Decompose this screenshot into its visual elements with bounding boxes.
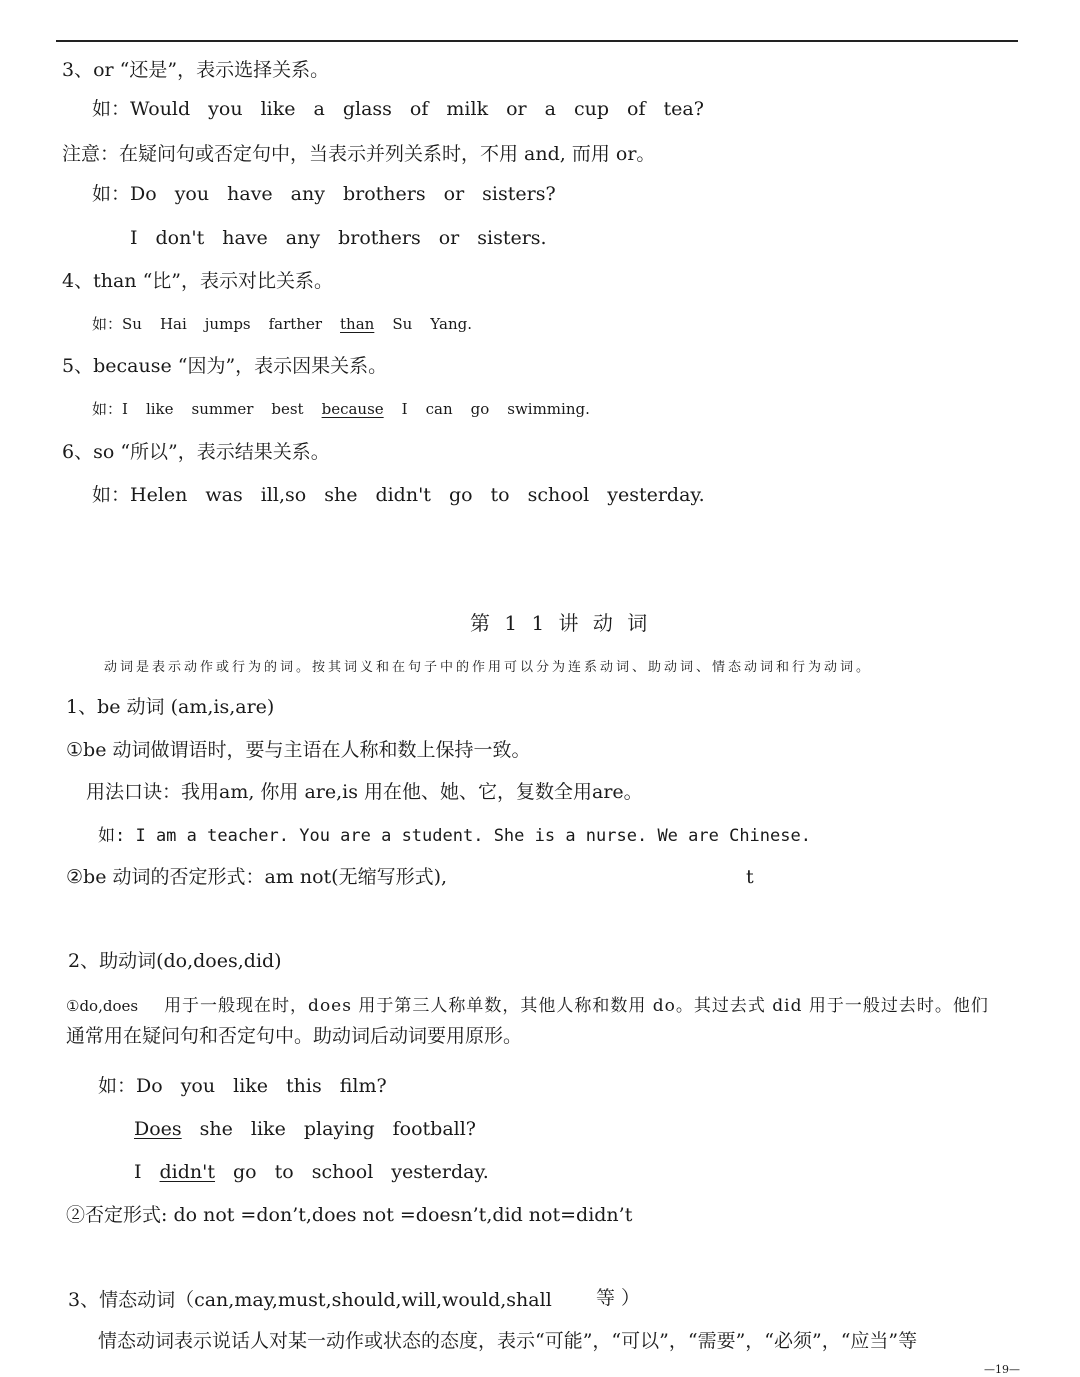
example-prefix: 如： bbox=[92, 183, 131, 205]
example-word: to bbox=[490, 484, 510, 506]
underlined-word: than bbox=[340, 315, 375, 333]
example-word: you bbox=[174, 183, 210, 205]
s5-heading: 5、because “因为”，表示因果关系。 bbox=[62, 355, 388, 377]
example-word: cup bbox=[573, 98, 609, 120]
modal-heading: 3、情态动词（can,may,must,should,will,would,shall bbox=[68, 1289, 552, 1311]
example-word: milk bbox=[446, 98, 489, 120]
s6-heading: 6、so “所以”，表示结果关系。 bbox=[62, 441, 330, 463]
aux-rule-1 bbox=[66, 993, 989, 1018]
aux-negative-forms: ②否定形式: do not =don’t,does not =doesn’t,did not=didn’t bbox=[66, 1204, 633, 1226]
example-word: Do bbox=[136, 1075, 163, 1097]
example-word: film? bbox=[339, 1075, 387, 1097]
example-word: or bbox=[506, 98, 527, 120]
example-word: go bbox=[233, 1161, 257, 1183]
aux-example-2 bbox=[134, 1117, 494, 1141]
example-word: a bbox=[544, 98, 556, 120]
example-word: any bbox=[290, 183, 325, 205]
aux-rule-1-prefix: ①do,does bbox=[66, 997, 139, 1015]
example-word: she bbox=[199, 1118, 233, 1140]
example-word: I bbox=[122, 400, 128, 418]
aux-rule-1-cont: 通常用在疑问句和否定句中。助动词后动词要用原形。 bbox=[66, 1025, 523, 1047]
s4-example bbox=[92, 312, 490, 336]
example-word: school bbox=[527, 484, 590, 506]
example-word: Yang. bbox=[430, 315, 472, 333]
example-word: like bbox=[233, 1075, 269, 1097]
aux-example-1 bbox=[98, 1074, 405, 1098]
aux-rule-1-text: 用于一般现在时，does 用于第三人称单数，其他人称和数用 do。其过去式 did 用于一般过去时。他们 bbox=[164, 996, 989, 1016]
be-heading: 1、be 动词 (am,is,are) bbox=[66, 696, 275, 718]
be-rule-1: ①be 动词做谓语时，要与主语在人称和数上保持一致。 bbox=[66, 739, 531, 761]
underlined-word: because bbox=[321, 400, 384, 418]
example-word: a bbox=[313, 98, 325, 120]
be-rhyme: 用法口诀：我用am, 你用 are,is 用在他、她、它，复数全用are。 bbox=[86, 781, 643, 803]
example-word: playing bbox=[303, 1118, 375, 1140]
example-word: best bbox=[271, 400, 304, 418]
example-word: I bbox=[401, 400, 408, 418]
modal-description: 情态动词表示说话人对某一动作或状态的态度，表示“可能”，“可以”，“需要”，“必须”，“应当”等 bbox=[98, 1330, 918, 1352]
modal-heading-tail: 等 ） bbox=[596, 1287, 641, 1309]
note-example-1 bbox=[92, 182, 574, 206]
example-word: of bbox=[627, 98, 646, 120]
example-word: you bbox=[208, 98, 243, 120]
s5-example bbox=[92, 397, 608, 421]
example-word: yesterday. bbox=[607, 484, 705, 506]
example-word: she bbox=[324, 484, 358, 506]
be-rule-2: ②be 动词的否定形式：am not(无缩写形式), bbox=[66, 866, 448, 888]
example-word: I bbox=[130, 227, 138, 249]
example-word: can bbox=[425, 400, 453, 418]
note-example-2 bbox=[130, 226, 565, 250]
example-prefix: 如： bbox=[92, 98, 131, 120]
s6-example bbox=[92, 483, 723, 507]
aux-heading: 2、助动词(do,does,did) bbox=[68, 950, 282, 972]
example-word: farther bbox=[268, 315, 323, 333]
example-word: football? bbox=[392, 1118, 476, 1140]
aux-example-3 bbox=[134, 1160, 507, 1184]
page-number: —19— bbox=[984, 1363, 1020, 1376]
example-word: go bbox=[448, 484, 473, 506]
example-word: Su bbox=[392, 315, 413, 333]
underlined-word: didn't bbox=[159, 1161, 216, 1183]
example-word: didn't bbox=[375, 484, 431, 506]
s4-heading: 4、than “比”，表示对比关系。 bbox=[62, 270, 333, 292]
example-word: any bbox=[285, 227, 321, 249]
example-prefix: 如： bbox=[92, 484, 131, 506]
example-word: sisters? bbox=[482, 183, 556, 205]
example-word: you bbox=[180, 1075, 216, 1097]
s3-heading: 3、or “还是”，表示选择关系。 bbox=[62, 59, 330, 81]
example-word: to bbox=[274, 1161, 294, 1183]
s3-example bbox=[92, 97, 722, 121]
lesson-title: 第 1 1 讲 动 词 bbox=[470, 611, 652, 635]
example-word: swimming. bbox=[507, 400, 590, 418]
example-word: Helen bbox=[130, 484, 188, 506]
example-word: of bbox=[409, 98, 429, 120]
example-word: like bbox=[145, 400, 174, 418]
example-word: school bbox=[311, 1161, 374, 1183]
example-word: have bbox=[222, 227, 268, 249]
example-word: Do bbox=[130, 183, 157, 205]
example-word: glass bbox=[342, 98, 392, 120]
underlined-word: Does bbox=[134, 1118, 182, 1140]
example-word: Su bbox=[122, 315, 142, 333]
example-word: brothers bbox=[342, 183, 426, 205]
example-prefix: 如： bbox=[92, 400, 123, 418]
example-word: ill,so bbox=[260, 484, 307, 506]
example-word: yesterday. bbox=[391, 1161, 489, 1183]
example-word: Would bbox=[130, 98, 191, 120]
example-word: this bbox=[286, 1075, 322, 1097]
example-word: jumps bbox=[204, 315, 251, 333]
example-prefix: 如： bbox=[92, 315, 123, 333]
example-word: was bbox=[205, 484, 243, 506]
example-word: brothers bbox=[338, 227, 421, 249]
lesson-intro: 动词是表示动作或行为的词。按其词义和在句子中的作用可以分为连系动词、助动词、情态动词和行为动词。 bbox=[104, 660, 873, 675]
example-word: like bbox=[260, 98, 296, 120]
example-word: Hai bbox=[159, 315, 187, 333]
be-rule-2-tail: t bbox=[746, 866, 754, 888]
example-word: have bbox=[227, 183, 273, 205]
example-prefix: 如： bbox=[98, 1075, 137, 1097]
example-word: or bbox=[443, 183, 465, 205]
example-word: sisters. bbox=[477, 227, 547, 249]
example-word: tea? bbox=[663, 98, 704, 120]
be-example: 如: I am a teacher. You are a student. She is a nurse. We are Chinese. bbox=[98, 826, 811, 846]
example-word: like bbox=[250, 1118, 286, 1140]
example-word: or bbox=[438, 227, 460, 249]
example-word: I bbox=[134, 1161, 142, 1183]
example-word: summer bbox=[191, 400, 254, 418]
example-word: don't bbox=[155, 227, 205, 249]
top-rule bbox=[56, 40, 1018, 42]
example-word: go bbox=[470, 400, 490, 418]
note-text: 注意：在疑问句或否定句中，当表示并列关系时，不用 and, 而用 or。 bbox=[62, 143, 656, 165]
